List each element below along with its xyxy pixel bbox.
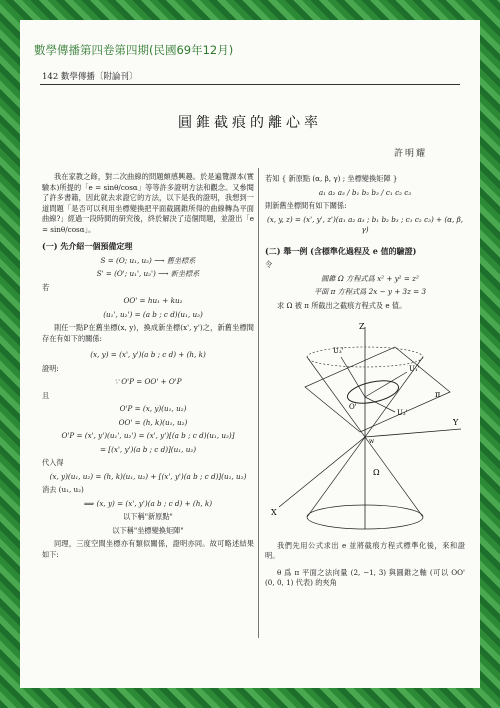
cancel-label: 消去 (u₁, u₂) [42,485,84,494]
right-column [265,172,465,595]
step3: (x, y)(u₁, u₂) = (h, k)(u₁, u₂) + [(x', y')(a b ; c d)](u₁, u₂) [49,471,247,481]
article-title: 圓錐截痕的離心率 [178,115,322,131]
note-new-origin: 以下稱"新原點" [123,512,173,521]
and-label: 且 [42,390,50,400]
new-system-def: S' = (O'; u₁', u₂') ⟶ 新坐標系 [96,269,200,278]
x-axis-label: X [271,508,277,517]
step1: O'P = (x', y')(u₁', u₂') = (x', y')[(a b ; c d)(u₁, u₂)] [61,431,235,440]
then-relation-label: 則新舊坐標間有如下關係: [265,201,347,210]
after-paragraph-1: 我們先用公式求出 e 並將截痕方程式標準化後，來和證明。 [265,540,465,560]
closing-paragraph: 同理，三度空間坐標亦有類似關係，證明亦同。故可略述結果如下: [42,539,254,559]
u1-label: U₁' [409,365,420,373]
article-author: 許明耀 [394,149,428,159]
left-column [42,172,254,566]
vector-u1 [365,372,407,397]
step2: = [(x', y')(a b ; c d)](u₁, u₂) [99,444,197,454]
step4: ⟹ (x, y) = (x', y')(a b ; c d) + (h, k) [83,498,213,508]
old-system-def: S = (O; u₁, u₂) ⟶ 舊坐標系 [100,255,196,265]
note-transform-matrix: 以下稱"坐標變換矩陣" [112,525,184,535]
page-header: 142 數學傳播〔附論刊〕 [42,72,138,82]
system1-line2: (u₁', u₂') = (a b ; c d)(u₁, u₂) [103,309,203,319]
system2-line2: OO' = (h, k)(u₁, u₂) [118,417,188,427]
main-equation: (x, y) = (x', y')(a b ; c d) + (h, k) [90,350,206,359]
proof-label: 證明: [42,363,59,373]
given-line: 若知 { 新原點 (α, β, γ) ; 坐標變換矩陣 } [265,174,398,183]
system1-line1: OO' = hu₁ + ku₂ [123,296,183,305]
if-label: 若 [42,282,50,292]
substitute-label: 代入得 [42,458,64,467]
vector-u2 [365,397,395,412]
y-axis-label: Y [453,418,459,427]
plane-equation: 平面 π 方程式爲 2x − y + 3z = 3 [313,287,427,296]
u3-label: U₃' [333,347,344,355]
z-axis-label: Z [359,322,365,331]
because-line: ∵ O'P = OO' + O'P [114,377,182,386]
origin-prime-label: O' [349,403,357,411]
journal-banner: 數學傳播第四卷第四期(民國69年12月) [34,43,234,57]
find-statement: 求 Ω 被 π 所截出之截痕方程式及 e 值。 [277,300,407,310]
header-rule [40,84,460,85]
section-heading-1: (一) 先介紹一個預備定理 [42,241,133,251]
section-heading-2: (二) 舉一例 (含標準化過程及 e 值的驗證) [265,245,417,256]
plane-label: π [435,390,441,399]
vector-u3 [341,357,365,397]
then-paragraph: 則任一點P在舊坐標(x, y)，換成新坐標(x', y')之，新舊坐標間存在有如下的關係: [42,323,254,343]
equation-3d: (x, y, z) = (x', y', z')(a₁ a₂ a₃ ; b₁ b₂ b₃ ; c₁ c₂ c₃) + (α, β, γ) [266,214,464,234]
cone-label: Ω [373,468,380,477]
let-label: 令 [265,260,273,269]
system2-line1: O'P = (x, y)(u₁, u₂) [119,404,187,413]
intro-paragraph: 我在家教之餘，對二次曲線的問題頗感興趣。於是遍覽課本(實驗本)所提的「e = sinθ/cosα」等等許多證明方法和觀念。又參閱了許多書籍，因此就去求證它的方法，以下是我的證明，我想到一道問題「是否可以利用坐標變換把平面截圓錐所得的曲線轉為平面曲線?」經過一段時間的研究後，終於解決了這個問題，並證出「e = sinθ/cosα」。 [42,172,254,234]
w-label: w [369,438,375,445]
transform-matrix: a₁ a₂ a₃ / b₁ b₂ b₃ / c₁ c₂ c₃ [318,187,412,197]
column-divider [258,168,259,638]
cone-plane-figure [265,317,465,537]
after-paragraph-2: θ 爲 π 平面之法向量 (2, −1, 3) 與圓錐之軸 (可以 OO' (0, 0, 1) 代表) 的夾角 [265,567,465,587]
y-axis [365,429,461,437]
u2-label: U₂' [397,409,408,417]
cone-equation: 圓錐 Ω 方程式爲 x² + y² = z² [321,273,419,283]
scanned-page [20,20,480,688]
